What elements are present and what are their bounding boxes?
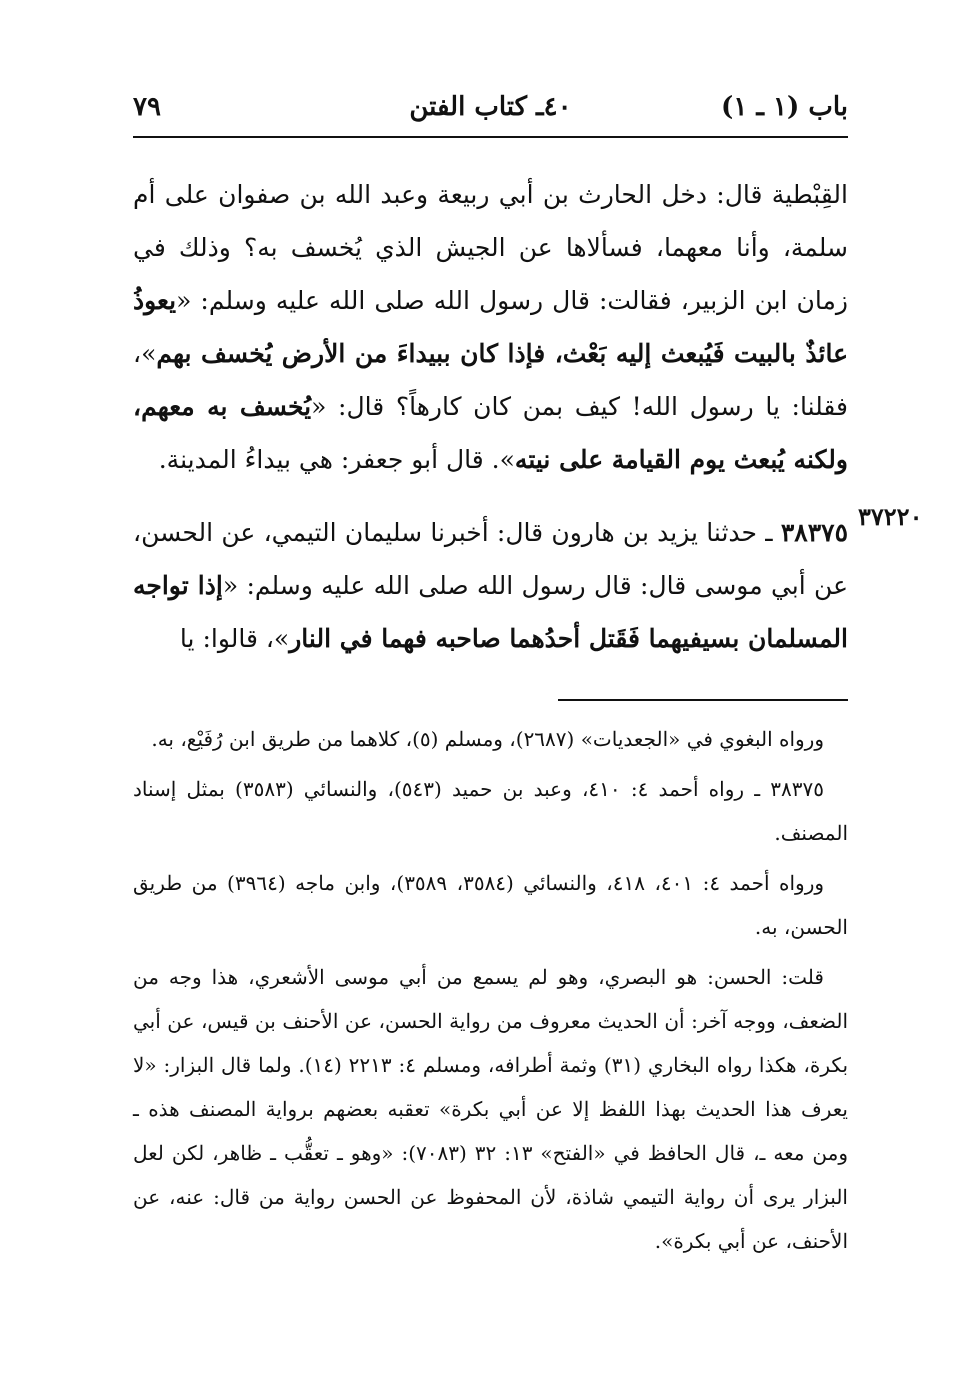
footnotes [133, 717, 848, 1269]
hadith-text: يُخسف به معهم، ولكنه يُبعث يوم القيامة على نيته [133, 392, 848, 474]
footnote: ورواه أحمد ٤: ٤٠١، ٤١٨، والنسائي (٣٥٨٤، ٣٥٨٩)، وابن ماجه (٣٩٦٤) من طريق الحسن، به. [133, 871, 848, 939]
page-number: ٧٩ [133, 92, 161, 122]
paragraph-2 [133, 506, 848, 665]
text-span: القِبْطية قال: دخل الحارث بن أبي ربيعة وعبد الله بن صفوان على أم سلمة، وأنا معهما، فسألاها عن الجيش الذي يُخسف به؟ وذلك في زمان ابن الزبير، فقالت: قال رسول الله صلى الله عليه وسلم: « [133, 180, 848, 315]
header-divider [133, 136, 848, 138]
footnote: ورواه البغوي في «الجعديات» (٢٦٨٧)، ومسلم (٥)، كلاهما من طريق ابن رُفَيْع، به. [151, 727, 824, 751]
margin-number: ٣٧٢٢٠ [858, 502, 923, 531]
chapter-label: باب (١ ـ ١) [721, 92, 848, 122]
paragraph-1 [133, 168, 848, 486]
hadith-text: إذا تواجه المسلمان بسيفيهما فَقَتل أحدُهما صاحبه فهما في النار [133, 571, 848, 653]
text-span: ـ حدثنا يزيد بن هارون قال: أخبرنا سليمان التيمي، عن الحسن، عن أبي موسى قال: قال رسول الله صلى الله عليه وسلم: « [133, 518, 848, 600]
hadith-number: ٣٨٣٧٥ [780, 518, 848, 547]
footnote: ٣٨٣٧٥ ـ رواه أحمد ٤: ٤١٠، وعبد بن حميد (٥٤٣)، والنسائي (٣٥٨٣) بمثل إسناد المصنف. [133, 777, 848, 845]
text-span: »، قالوا: يا [179, 624, 290, 653]
hadith-text: يعوذُ عائذٌ بالبيت فَيُبعث إليه بَعْث، فإذا كان ببيداءَ من الأرض يُخسف بهم [133, 286, 848, 368]
main-text [133, 168, 848, 665]
page-header [133, 86, 848, 130]
text-span: »، فقلنا: يا رسول الله! كيف بمن كان كارهاً؟ قال: « [133, 339, 848, 421]
footnote: قلت: الحسن: هو البصري، وهو لم يسمع من أبي موسى الأشعري، هذا وجه من الضعف، ووجه آخر: أن الحديث معروف من رواية الحسن، عن الأحنف بن قيس، عن أبي بكرة، هكذا رواه البخاري (٣١) وثمة أطرافه، ومسلم ٤: ٢٢١٣ (١٤). ولما قال البزار: «لا يعرف هذا الحديث بهذا اللفظ إلا عن أبي بكرة» تعقبه بعضهم برواية المصنف هذه ـ ومن معه ـ، قال الحافظ في «الفتح» ١٣: ٣٢ (٧٠٨٣): «وهو ـ تعقُّب ـ ظاهر، لكن لعل البزار يرى أن رواية التيمي شاذة، لأن المحفوظ عن الحسن رواية من قال: عنه، عن الأحنف، عن أبي بكرة». [133, 965, 849, 1253]
book-title: ٤٠ـ كتاب الفتن [409, 92, 572, 122]
text-span: ». قال أبو جعفر: هي بيداءُ المدينة. [158, 445, 515, 474]
footnote-divider [558, 699, 848, 701]
